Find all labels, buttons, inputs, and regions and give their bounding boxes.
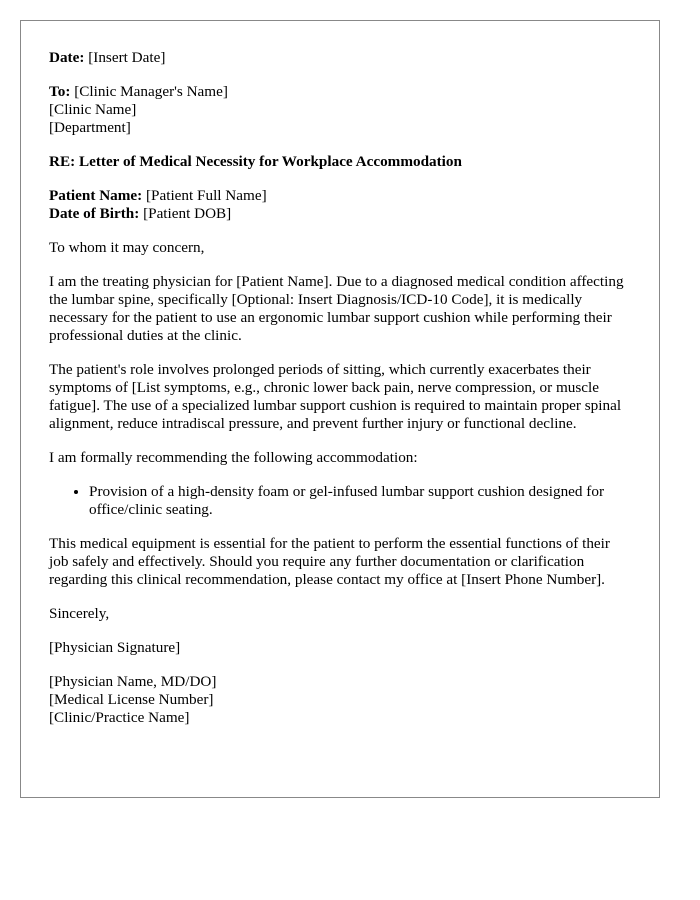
accommodation-item: • Provision of a high-density foam or gel-infused lumbar support cushion designed for office/clinic seating. bbox=[89, 483, 631, 519]
physician-block bbox=[49, 673, 631, 727]
recipient-manager: [Clinic Manager's Name] bbox=[74, 83, 228, 100]
recipient-manager-line bbox=[49, 83, 631, 101]
patient-name-line bbox=[49, 187, 631, 205]
date-value: [Insert Date] bbox=[88, 49, 166, 66]
recipient-block bbox=[49, 83, 631, 137]
body-paragraph-1: I am the treating physician for [Patient Name]. Due to a diagnosed medical condition affecting the lumbar spine, specifically [Optional: Insert Diagnosis/ICD-10 Code], it is medically necessary for the patient to use an ergonomic lumbar support cushion while performing their professional duties at the clinic. bbox=[49, 273, 624, 344]
physician-practice: [Clinic/Practice Name] bbox=[49, 709, 190, 726]
patient-dob-value: [Patient DOB] bbox=[143, 205, 232, 222]
patient-dob-label: Date of Birth: bbox=[49, 205, 140, 222]
accommodation-list bbox=[49, 483, 631, 519]
body-paragraph-3: I am formally recommending the following accommodation: bbox=[49, 449, 418, 466]
body-paragraph-2: The patient's role involves prolonged periods of sitting, which currently exacerbates their symptoms of [List symptoms, e.g., chronic lower back pain, nerve compression, or muscle fatigue]. The use of a specialized lumbar support cushion is required to maintain proper spinal alignment, reduce intradiscal pressure, and prevent further injury or functional decline. bbox=[49, 361, 622, 432]
signature-placeholder: [Physician Signature] bbox=[49, 639, 181, 656]
physician-license: [Medical License Number] bbox=[49, 691, 214, 708]
recipient-clinic: [Clinic Name] bbox=[49, 101, 137, 118]
subject-text: RE: Letter of Medical Necessity for Workplace Accommodation bbox=[49, 153, 462, 170]
physician-name: [Physician Name, MD/DO] bbox=[49, 673, 217, 690]
patient-block bbox=[49, 187, 631, 223]
date-line bbox=[49, 49, 631, 67]
closing-paragraph: This medical equipment is essential for the patient to perform the essential functions of their job safely and effectively. Should you require any further documentation or clarification regarding this clinical recommendation, please contact my office at [Insert Phone Number]. bbox=[49, 535, 610, 588]
to-label: To: bbox=[49, 83, 71, 100]
patient-name-value: [Patient Full Name] bbox=[146, 187, 267, 204]
patient-dob-line bbox=[49, 205, 631, 223]
letter-document bbox=[20, 20, 660, 798]
recipient-department: [Department] bbox=[49, 119, 131, 136]
salutation: To whom it may concern, bbox=[49, 239, 205, 256]
signoff: Sincerely, bbox=[49, 605, 110, 622]
date-label: Date: bbox=[49, 49, 85, 66]
patient-name-label: Patient Name: bbox=[49, 187, 143, 204]
subject-line bbox=[49, 153, 631, 171]
